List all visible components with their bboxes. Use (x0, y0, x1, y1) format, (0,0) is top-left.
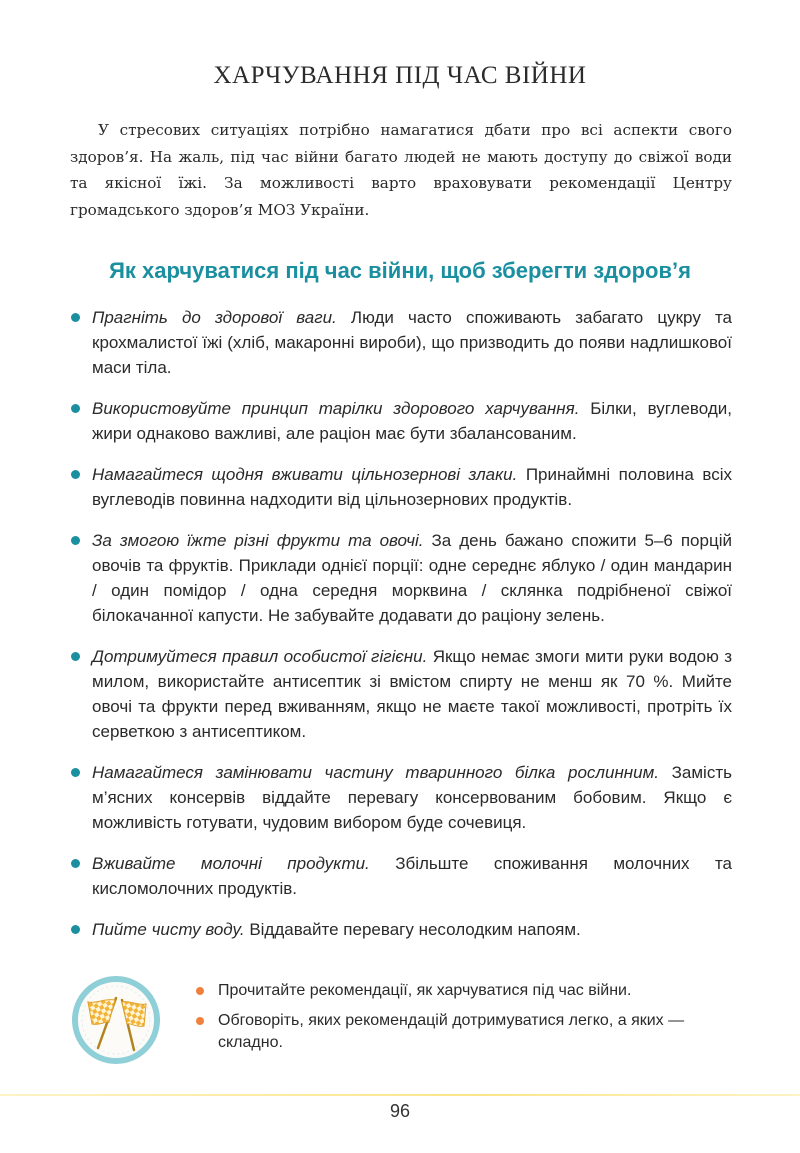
section-title: Як харчуватися під час війни, щоб зберегти здоров’я (109, 258, 691, 283)
tips-list (70, 305, 732, 958)
tip-lead: Вживайте молочні продукти. (92, 854, 370, 873)
bullet-icon (71, 652, 80, 661)
checkered-flag-icon (72, 976, 160, 1064)
tip-text: Білки, вуглеводи, жири однаково важливі, але раціон має бути збалансованим. (92, 399, 732, 443)
tip-text: Якщо немає змоги мити руки водою з милом, використайте антисептик зі вмістом спирту не менш як 70 %. Мийте овочі та фрукти перед вживанням, якщо не маєте такої можливості, протріть їх серветкою з антисептиком. (92, 647, 732, 741)
task-text: Обговоріть, яких рекомендацій дотримуватися легко, а яких — складно. (218, 1012, 685, 1051)
tip-text: Люди часто споживають забагато цукру та крохмалистої їжі (хліб, макаронні вироби), що призводить до появи надлишкової маси тіла. (92, 308, 732, 377)
tip-lead: Дотримуйтеся правил особистої гігієни. (92, 647, 428, 666)
page-number: 96 (389, 1101, 411, 1121)
tip-lead: Прагніть до здорової ваги. (92, 308, 337, 327)
bullet-icon (71, 925, 80, 934)
bullet-icon (196, 987, 204, 995)
tip-item (70, 644, 732, 744)
tip-lead: Використовуйте принцип тарілки здорового харчування. (92, 399, 580, 418)
tip-lead: Намагайтеся замінювати частину тваринного білка рослинним. (92, 763, 659, 782)
tip-item (70, 528, 732, 628)
tip-lead: Пийте чисту воду. (92, 920, 245, 939)
tip-lead: Намагайтеся щодня вживати цільнозернові злаки. (92, 465, 518, 484)
bullet-icon (196, 1017, 204, 1025)
page-title: ХАРЧУВАННЯ ПІД ЧАС ВІЙНИ (213, 62, 587, 89)
tip-item (70, 396, 732, 446)
bullet-icon (71, 859, 80, 868)
footer-divider (0, 1094, 800, 1096)
tip-lead: За змогою їжте різні фрукти та овочі. (92, 531, 424, 550)
task-item (196, 980, 736, 1002)
tip-text: За день бажано спожити 5–6 порцій овочів та фруктів. Приклади однієї порції: одне середнє яблуко / один мандарин / один помідор / одна середня морквина / склянка подрібненої свіжої білокачанної капусти. Не забувайте додавати до раціону зелень. (92, 531, 732, 625)
bullet-icon (71, 313, 80, 322)
tip-item (70, 851, 732, 901)
tip-item (70, 462, 732, 512)
tasks-list (196, 980, 736, 1062)
tip-text: Віддавайте перевагу несолодким напоям. (249, 920, 581, 939)
bullet-icon (71, 768, 80, 777)
tip-item (70, 760, 732, 835)
task-item (196, 1010, 736, 1054)
bullet-icon (71, 470, 80, 479)
bullet-icon (71, 404, 80, 413)
task-text: Прочитайте рекомендації, як харчуватися під час війни. (218, 982, 632, 999)
tip-text: Замість м’ясних консервів віддайте перевагу консервованим бобовим. Якщо є можливість готувати, чудовим вибором буде сочевиця. (92, 763, 732, 832)
bullet-icon (71, 536, 80, 545)
tip-item (70, 305, 732, 380)
tip-text: Принаймні половина всіх вуглеводів повинна надходити від цільнозернових продуктів. (92, 465, 732, 509)
tip-text: Збільште споживання молочних та кисломолочних продуктів. (92, 854, 732, 898)
intro-paragraph: У стресових ситуаціях потрібно намагатися дбати про всі аспекти свого здоров’я. На жаль, під час війни багато людей не мають доступу до свіжої води та якісної їжі. За можливості варто враховувати рекомендації Центру громадського здоров’я МОЗ України. (70, 121, 732, 219)
tip-item (70, 917, 732, 942)
